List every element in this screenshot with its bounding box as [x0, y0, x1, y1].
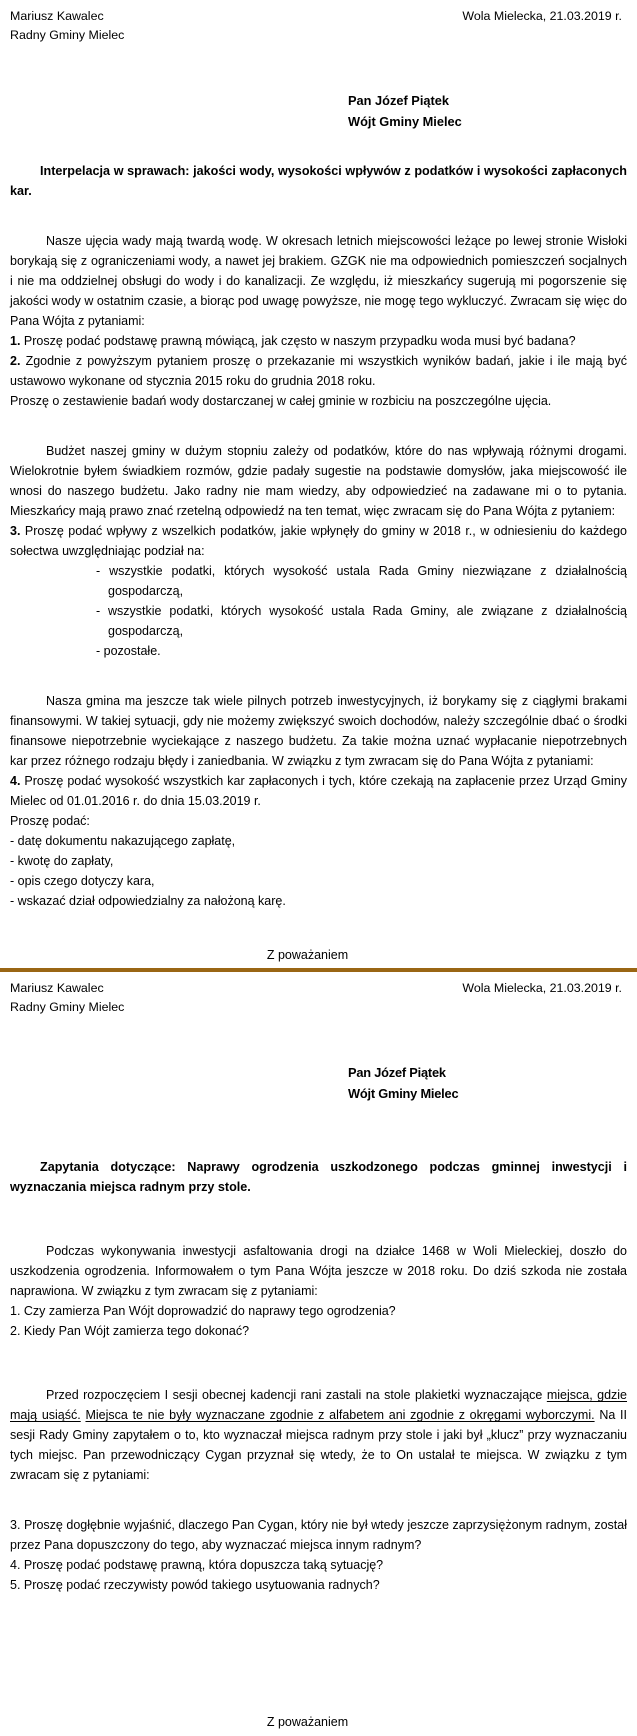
question-2-page-2: 2. Kiedy Pan Wójt zamierza tego dokonać?: [10, 1324, 250, 1339]
letter-header-page-1: [10, 0, 627, 45]
paragraph-budget: Budżet naszej gminy w dużym stopniu zależy od podatków, które do nas wpływają różnymi drogami. Wielokrotnie byłem świadkiem rozmów, gdzie padały sugestie na podstawie domysłów, jaka miejscowość ile wnosi do naszego budżetu. Jako radny nie mam wiedzy, aby odpowiedzieć na zadawane mi o to pytania. Mieszkańcy mają prawo znać rzetelną odpowiedź na ten temat, więc zwracam się do Pana Wójta z pytaniem:: [10, 444, 627, 519]
question-3-page-2: 3. Proszę dogłębnie wyjaśnić, dlaczego Pan Cygan, który nie był wtedy jeszcze zaprzysiężonym radnym, został przez Pana dopuszczony do tego, aby wyznaczać miejsca innym radnym?: [10, 1518, 627, 1553]
question-2-page-1: [10, 351, 627, 391]
sender-name: Mariusz Kawalec: [10, 9, 104, 23]
addressee-name: Pan Józef Piątek: [348, 1065, 446, 1081]
sender-block: [10, 979, 124, 1017]
addressee-block-page-1: [10, 91, 627, 132]
paragraph-penalties: Nasza gmina ma jeszcze tak wiele pilnych potrzeb inwestycyjnych, iż borykamy się z ciągłymi brakami finansowymi. W takiej sytuacji, gdy nie możemy zwiększyć swoich dochodów, należy szczególnie dbać o środki finansowe niepotrzebnie wyciekające z naszego budżetu. Za takie można uznać wypłacanie niepotrzebnych kar przez różnego rodzaju błędy i zaniedbania. W związku z tym zwracam się do Pana Wójta z pytaniami:: [10, 694, 627, 769]
subject-line-page-2: Zapytania dotyczące: Naprawy ogrodzenia uszkodzonego podczas gminnej inwestycji i wyznaczania miejsca radnym przy stole.: [10, 1159, 627, 1195]
question-3-item-list: [10, 561, 627, 661]
question-4-item-list: [10, 831, 627, 911]
question-1-text: Proszę podać podstawę prawną mówiącą, jak często w naszym przypadku woda musi być badana?: [20, 334, 576, 349]
addressee-title: Wójt Gminy Mielec: [348, 114, 462, 130]
question-1-page-2: 1. Czy zamierza Pan Wójt doprowadzić do naprawy tego ogrodzenia?: [10, 1304, 396, 1319]
question-2-text: Zgodnie z powyższym pytaniem proszę o przekazanie mi wszystkich wyników badań, jakie i ile mają być ustawowo wykonane od stycznia 2015 roku do grudnia 2018 roku.: [10, 354, 627, 389]
seating-text-part-1: Przed rozpoczęciem I sesji obecnej kadencji rani zastali na stole plakietki wyznaczające: [46, 1388, 547, 1403]
question-2-number: 2.: [10, 354, 21, 369]
paragraph-water-quality: Nasze ujęcia wady mają twardą wodę. W okresach letnich miejscowości leżące po lewej stronie Wisłoki borykają się z ograniczeniami wody, a nawet jej brakiem. GZGK nie ma odpowiednich pomieszczeń socjalnych i nie ma oddzielnej obsługi do wody i do kanalizacji. Ze względu, iż mieszkańcy sugerują mi pogorszenie się jakości wody w ostatnim czasie, a biorąc pod uwagę powyższe, nie mogę tego wykluczyć. Zwracam się więc do Pana Wójta z pytaniami:: [10, 234, 627, 329]
question-4-lead-in: Proszę podać:: [10, 814, 90, 829]
list-item: - wszystkie podatki, których wysokość ustala Rada Gminy, ale związane z działalnością gospodarczą,: [96, 604, 627, 639]
list-item: - pozostałe.: [96, 644, 161, 659]
page-2: [0, 972, 637, 1736]
addressee-block-page-2: [10, 1063, 627, 1104]
list-item: - kwotę do zapłaty,: [10, 854, 114, 869]
addressee-name: Pan Józef Piątek: [348, 93, 449, 109]
seating-underlined-part-1: miejsca, gdzie mają usiąść.: [10, 1388, 628, 1423]
sender-role: Radny Gminy Mielec: [10, 1000, 125, 1015]
closing-page-1: Z poważaniem: [266, 948, 349, 962]
sender-role: Radny Gminy Mielec: [10, 28, 125, 43]
seating-text-part-2: Na II sesji Rady Gminy zapytałem o to, kto wyznaczał miejsca radnym przy stole i jaki był „klucz” przy wyznaczaniu tych miejsc. Pan przewodniczący Cygan przyznał się wtedy, że to On ustalał te miejsca. W związku z tym zwracam się z pytaniami:: [10, 1408, 627, 1483]
question-1-number: 1.: [10, 334, 21, 349]
sender-block: [10, 7, 124, 45]
question-1-page-1: [10, 331, 627, 351]
place-and-date: Wola Mielecka, 21.03.2019 r.: [462, 9, 622, 23]
subject-line-page-1: Interpelacja w sprawach: jakości wody, wysokości wpływów z podatków i wysokości zapłaconych kar.: [10, 163, 627, 199]
list-item: - wszystkie podatki, których wysokość ustala Rada Gminy niezwiązane z działalnością gospodarczą,: [96, 564, 627, 599]
list-item: - wskazać dział odpowiedzialny za nałożoną karę.: [10, 894, 286, 909]
list-item: - datę dokumentu nakazującego zapłatę,: [10, 834, 236, 849]
question-4-page-2: 4. Proszę podać podstawę prawną, która dopuszcza taką sytuację?: [10, 1558, 384, 1573]
paragraph-seating: [10, 1385, 627, 1485]
question-3-page-1: [10, 521, 627, 561]
closing-page-2: Z poważaniem: [266, 1715, 349, 1729]
question-2-followup: Proszę o zestawienie badań wody dostarczanej w całej gminie w rozbiciu na poszczególne ujęcia.: [10, 394, 552, 409]
question-5-page-2: 5. Proszę podać rzeczywisty powód takiego usytuowania radnych?: [10, 1578, 380, 1593]
list-item: - opis czego dotyczy kara,: [10, 874, 155, 889]
letter-header-page-2: [10, 972, 627, 1017]
addressee-title: Wójt Gminy Mielec: [348, 1086, 459, 1102]
question-3-text: Proszę podać wpływy z wszelkich podatków, jakie wpłynęły do gminy w 2018 r., w odniesieniu do każdego sołectwa uwzględniając podział na:: [10, 524, 627, 559]
question-4-page-1: [10, 771, 627, 811]
question-4-number: 4.: [10, 774, 21, 789]
seating-underlined-part-2: Miejsca te nie były wyznaczane zgodnie z alfabetem ani zgodnie z okręgami wyborczymi.: [85, 1408, 595, 1423]
paragraph-fence-damage: Podczas wykonywania inwestycji asfaltowania drogi na działce 1468 w Woli Mieleckiej, doszło do uszkodzenia ogrodzenia. Informowałem o tym Pana Wójta jeszcze w 2018 roku. Do dziś szkoda nie została naprawiona. W związku z tym zwracam się z pytaniami:: [10, 1244, 627, 1299]
question-4-text: Proszę podać wysokość wszystkich kar zapłaconych i tych, które czekają na zapłacenie przez Urząd Gminy Mielec od 01.01.2016 r. do dnia 15.03.2019 r.: [10, 774, 627, 809]
sender-name: Mariusz Kawalec: [10, 981, 104, 995]
place-and-date: Wola Mielecka, 21.03.2019 r.: [462, 981, 622, 995]
question-3-number: 3.: [10, 524, 21, 539]
